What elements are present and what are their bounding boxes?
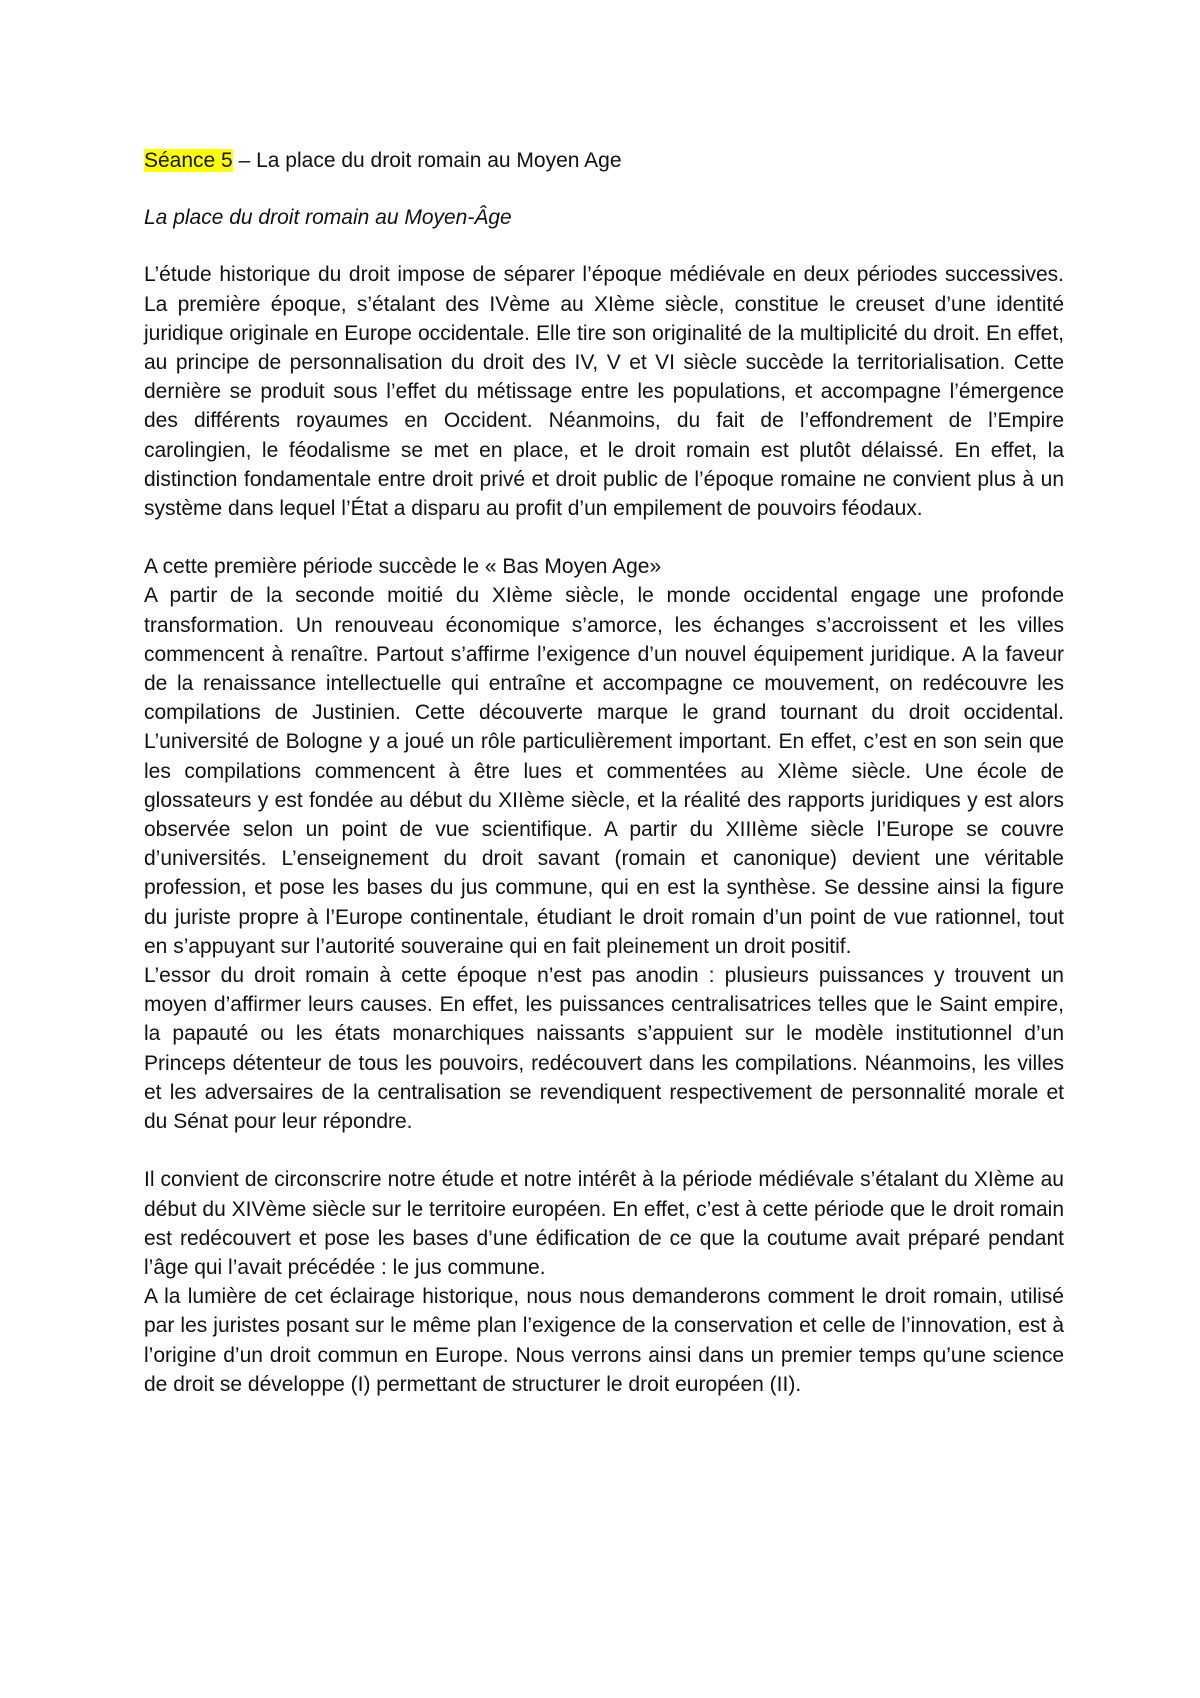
document-heading <box>144 146 1064 175</box>
seance-label-highlight: Séance 5 <box>144 149 233 172</box>
paragraph-intro: L’étude historique du droit impose de séparer l’époque médiévale en deux périodes successives. La première époque, s’étalant des IVème au XIème siècle, constitue le creuset d’une identité juridique originale en Europe occidentale. Elle tire son originalité de la multiplicité du droit. En effet, au principe de personnalisation du droit des IV, V et VI siècle succède la territorialisation. Cette dernière se produit sous l’effet du métissage entre les populations, et accompagne l’émergence des différents royaumes en Occident. Néanmoins, du fait de l’effondrement de l’Empire carolingien, le féodalisme se met en place, et le droit romain est plutôt délaissé. En effet, la distinction fondamentale entre droit privé et droit public de l’époque romaine ne convient plus à un système dans lequel l’État a disparu au profit d’un empilement de pouvoirs féodaux. <box>144 263 1064 521</box>
heading-title: – La place du droit romain au Moyen Age <box>232 149 622 172</box>
paragraph-problematique: A la lumière de cet éclairage historique, nous nous demanderons comment le droit romain, utilisé par les juristes posant sur le même plan l’exigence de la conservation et celle de l’innovation, est à l’origine d’un droit commun en Europe. Nous verrons ainsi dans un premier temps qu’une science de droit se développe (I) permettant de structurer le droit européen (II). <box>144 1285 1064 1396</box>
document-body <box>144 146 1064 1399</box>
document-subtitle: La place du droit romain au Moyen-Âge <box>144 206 512 230</box>
paragraph-transformation: A partir de la seconde moitié du XIème siècle, le monde occidental engage une profonde transformation. Un renouveau économique s’amorce, les échanges s’accroissent et les villes commencent à renaître. Partout s’affirme l’exigence d’un nouvel équipement juridique. A la faveur de la renaissance intellectuelle qui entraîne et accompagne ce mouvement, on redécouvre les compilations de Justinien. Cette découverte marque le grand tournant du droit occidental. L’université de Bologne y a joué un rôle particulièrement important. En effet, c’est en son sein que les compilations commencent à être lues et commentées au XIème siècle. Une école de glossateurs y est fondée au début du XIIème siècle, et la réalité des rapports juridiques y est alors observée selon un point de vue scientifique. A partir du XIIIème siècle l’Europe se couvre d’universités. L’enseignement du droit savant (romain et canonique) devient une véritable profession, et pose les bases du jus commune, qui en est la synthèse. Se dessine ainsi la figure du juriste propre à l’Europe continentale, étudiant le droit romain d’un point de vue rationnel, tout en s’appuyant sur l’autorité souveraine qui en fait pleinement un droit positif. <box>144 584 1064 958</box>
paragraph-spacer <box>144 1136 1064 1165</box>
paragraph-bas-moyen-age-heading: A cette première période succède le « Bas Moyen Age» <box>144 555 662 579</box>
paragraph-essor: L’essor du droit romain à cette époque n’est pas anodin : plusieurs puissances y trouvent un moyen d’affirmer leurs causes. En effet, les puissances centralisatrices telles que le Saint empire, la papauté ou les états monarchiques naissants s’appuient sur le modèle institutionnel d’un Princeps détenteur de tous les pouvoirs, redécouvert dans les compilations. Néanmoins, les villes et les adversaires de la centralisation se revendiquent respectivement de personnalité morale et du Sénat pour leur répondre. <box>144 964 1064 1134</box>
paragraph-spacer <box>144 523 1064 552</box>
paragraph-delimitation: Il convient de circonscrire notre étude et notre intérêt à la période médiévale s’étalant du XIème au début du XIVème siècle sur le territoire européen. En effet, c’est à cette période que le droit romain est redécouvert et pose les bases d’une édification de ce que la coutume avait préparé pendant l’âge qui l’avait précédée : le jus commune. <box>144 1168 1064 1279</box>
